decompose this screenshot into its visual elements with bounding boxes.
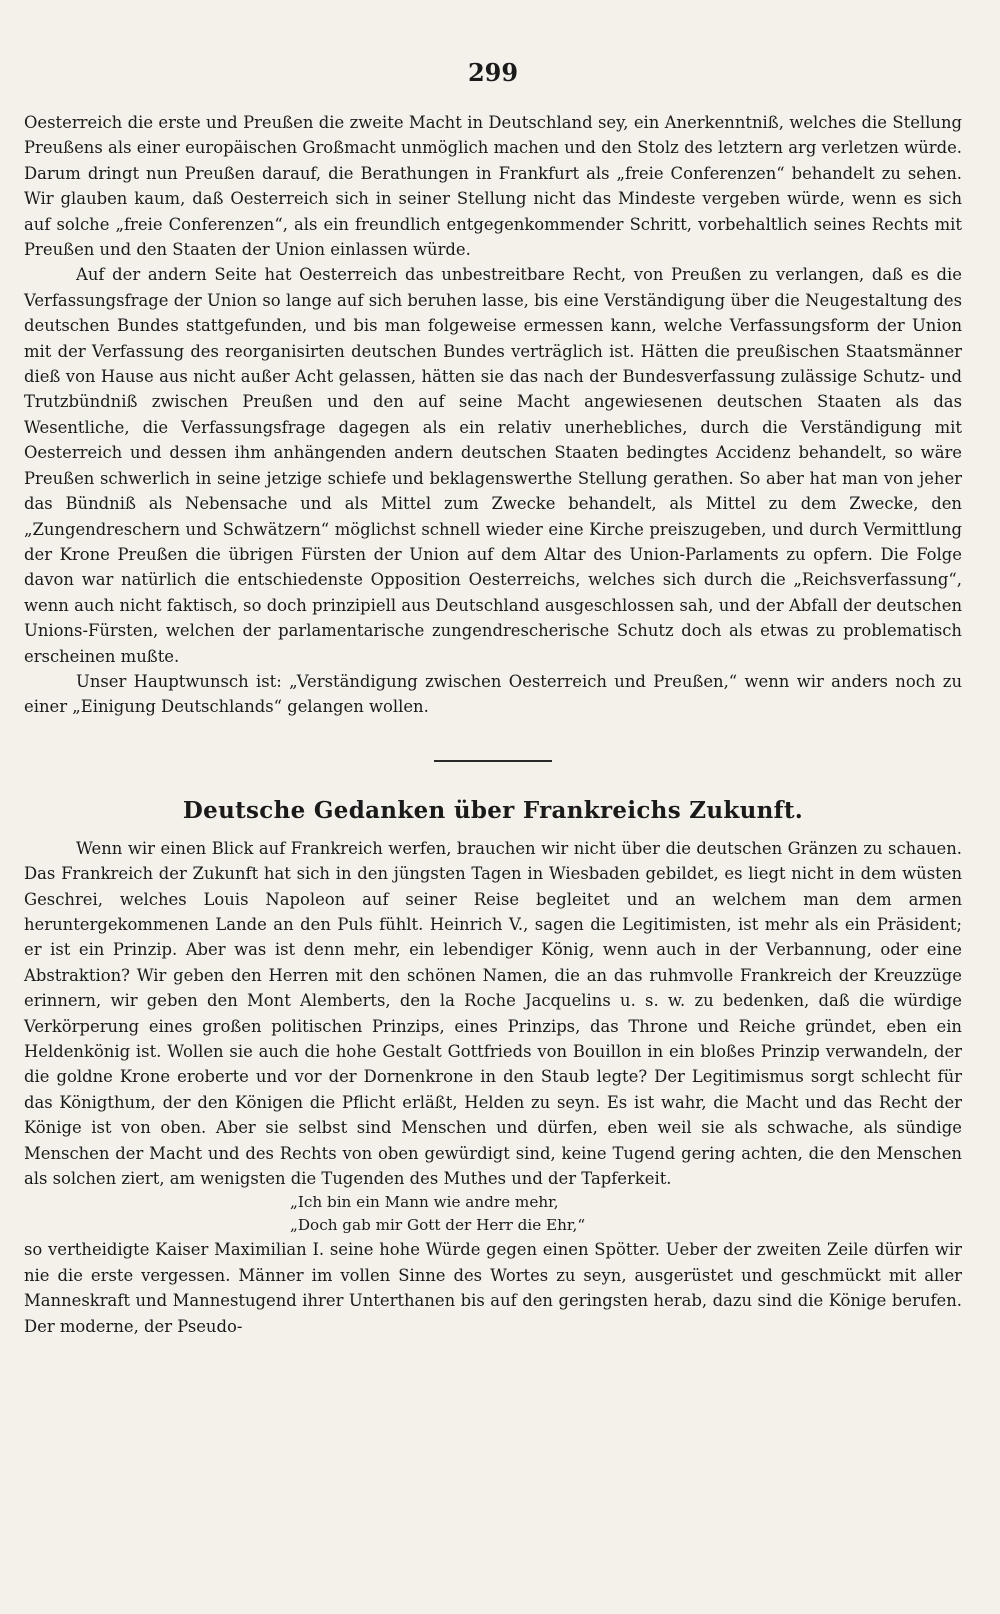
- paragraph: Wenn wir einen Blick auf Frankreich werfen, brauchen wir nicht über die deutschen Gränzen zu schauen. Das Frankreich der Zukunft hat sich in den jüngsten Tagen in Wiesbaden gebildet, es liegt nicht in dem wüsten Geschrei, welches Louis Napoleon auf seiner Reise begleitet und an welchem man dem armen heruntergekommenen Lande an den Puls fühlt. Heinrich V., sagen die Legitimisten, ist mehr als ein Präsident; er ist ein Prinzip. Aber was ist denn mehr, ein lebendiger König, wenn auch in der Verbannung, oder eine Abstraktion? Wir geben den Herren mit den schönen Namen, die an das ruhmvolle Frankreich der Kreuzzüge erinnern, wir geben den Mont Alemberts, den la Roche Jacquelins u. s. w. zu bedenken, daß die würdige Verkörperung eines großen politischen Prinzips, eines Prinzips, das Throne und Reiche gründet, eben ein Heldenkönig ist. Wollen sie auch die hohe Gestalt Gottfrieds von Bouillon in ein bloßes Prinzip verwandeln, der die goldne Krone eroberte und vor der Dornenkrone in den Staub legte? Der Legitimismus sorgt schlecht für das Königthum, der den Königen die Pflicht erläßt, Helden zu seyn. Es ist wahr, die Macht und das Recht der Könige ist von oben. Aber sie selbst sind Menschen und dürfen, eben weil sie als schwache, als sündige Menschen der Macht und des Rechts von oben gewürdigt sind, keine Tugend gering achten, die den Menschen als solchen ziert, am wenigsten die Tugenden des Muthes und der Tapferkeit.: [24, 838, 962, 1189]
- paragraph: Auf der andern Seite hat Oesterreich das unbestreitbare Recht, von Preußen zu verlangen, daß es die Verfassungsfrage der Union so lange auf sich beruhen lasse, bis eine Verständigung über die Neugestaltung des deutschen Bundes stattgefunden, und bis man folgeweise ermessen kann, welche Verfassungsform der Union mit der Verfassung des reorganisirten deutschen Bundes verträglich ist. Hätten die preußischen Staatsmänner dieß von Hause aus nicht außer Acht gelassen, hätten sie das nach der Bundesverfassung zulässige Schutz- und Trutzbündniß zwischen Preußen und den auf seine Macht angewiesenen deutschen Staaten als das Wesentliche, die Verfassungsfrage dagegen als ein relativ unerhebliches, durch die Verständigung mit Oesterreich und dessen ihm anhängenden andern deutschen Staaten bedingtes Accidenz behandelt, so wäre Preußen schwerlich in seine jetzige schiefe und beklagenswerthe Stellung gerathen. So aber hat man von jeher das Bündniß als Nebensache und als Mittel zum Zwecke behandelt, als Mittel zu dem Zwecke, den „Zungendreschern und Schwätzern“ möglichst schnell wieder eine Kirche preiszugeben, und durch Vermittlung der Krone Preußen die übrigen Fürsten der Union auf dem Altar des Union-Parlaments zu opfern. Die Folge davon war natürlich die entschiedenste Opposition Oesterreichs, welches sich durch die „Reichsverfassung“, wenn auch nicht faktisch, so doch prinzipiell aus Deutschland ausgeschlossen sah, und der Abfall der deutschen Unions-Fürsten, welchen der parlamentarische zungendrescherische Schutz doch als etwas zu problematisch erscheinen mußte.: [24, 265, 962, 666]
- paragraph: Unser Hauptwunsch ist: „Verständigung zwischen Oesterreich und Preußen,“ wenn wir anders noch zu einer „Einigung Deutschlands“ gelangen wollen.: [24, 671, 962, 717]
- article-continuation: [24, 110, 962, 720]
- article-frankreich: [24, 796, 962, 1339]
- article-title: Deutsche Gedanken über Frankreichs Zukunft.: [182, 796, 804, 824]
- paragraph: Oesterreich die erste und Preußen die zweite Macht in Deutschland sey, ein Anerkenntniß, welches die Stellung Preußens als einer europäischen Großmacht unmöglich machen und den Stolz des letztern arg verletzen würde. Darum dringt nun Preußen darauf, die Berathungen in Frankfurt als „freie Conferenzen“ behandelt zu sehen. Wir glauben kaum, daß Oesterreich sich in seiner Stellung nicht das Mindeste vergeben würde, wenn es sich auf solche „freie Conferenzen“, als ein freundlich entgegenkommender Schritt, vorbehaltlich seines Rechts mit Preußen und den Staaten der Union einlassen würde.: [24, 113, 962, 260]
- verse-line: „Doch gab mir Gott der Herr die Ehr,“: [290, 1216, 586, 1235]
- page-number: 299: [467, 58, 519, 87]
- verse-line: „Ich bin ein Mann wie andre mehr,: [290, 1193, 559, 1212]
- section-divider: [434, 760, 552, 762]
- paragraph: so vertheidigte Kaiser Maximilian I. seine hohe Würde gegen einen Spötter. Ueber der zweiten Zeile dürfen wir nie die erste vergessen. Männer im vollen Sinne des Wortes zu seyn, ausgerüstet und geschmückt mit aller Manneskraft und Mannestugend ihrer Unterthanen bis auf den geringsten herab, dazu sind die Könige berufen. Der moderne, der Pseudo-: [24, 1240, 962, 1336]
